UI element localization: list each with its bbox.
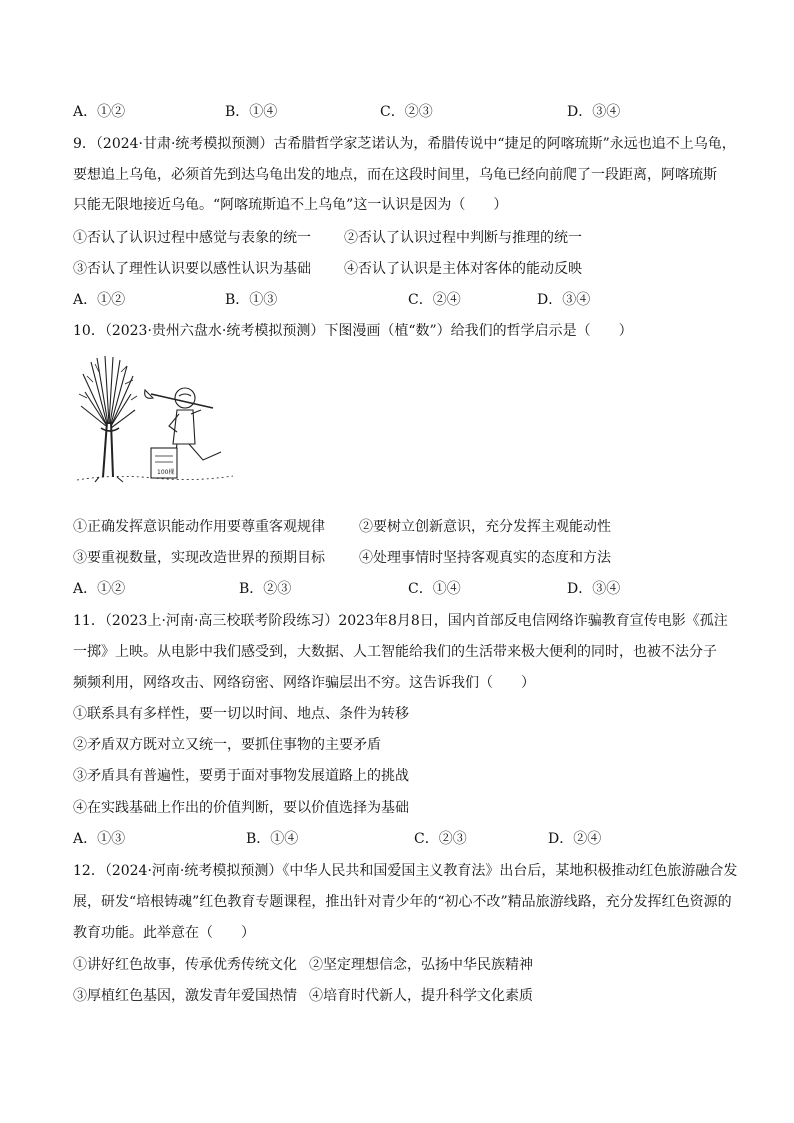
q9-statement-1: ①否认了认识过程中感觉与表象的统一 <box>73 230 311 246</box>
q9-option-b[interactable]: B．①③ <box>225 292 278 308</box>
q9-stem-line-3: 只能无限地接近乌龟。“阿喀琉斯追不上乌龟”这一认识是因为（ ） <box>73 197 508 213</box>
q10-stem-line-1: 10．（2023·贵州六盘水·统考模拟预测）下图漫画（植“数”）给我们的哲学启示是（ ） <box>73 323 633 339</box>
cartoon-illustration <box>73 352 235 494</box>
q12-statement-row-2 <box>73 987 723 1005</box>
q10-option-b[interactable]: B．②③ <box>239 581 292 597</box>
q11-stem-line-2: 一掷》上映。从电影中我们感受到，大数据、人工智能给我们的生活带来极大便利的同时，也被不法分子 <box>73 644 717 660</box>
q9-options <box>73 291 723 309</box>
q11-statement-4: ④在实践基础上作出的价值判断，要以价值选择为基础 <box>73 800 409 816</box>
q9-statement-4: ④否认了认识是主体对客体的能动反映 <box>344 261 582 277</box>
q12-stem-line-2: 展，研发“培根铸魂”红色教育专题课程，推出针对青少年的“初心不改”精品旅游线路，充分发挥红色资源的 <box>73 894 732 910</box>
q11-options <box>73 830 723 848</box>
q11-option-d[interactable]: D．②④ <box>548 831 602 847</box>
q9-statement-row-1 <box>73 229 723 247</box>
q10-statement-4: ④处理事情时坚持客观真实的态度和方法 <box>359 550 611 566</box>
q10-option-a[interactable]: A．①② <box>73 581 126 597</box>
q11-statement-1: ①联系具有多样性，要一切以时间、地点、条件为转移 <box>73 706 409 722</box>
q10-statement-3: ③要重视数量，实现改造世界的预期目标 <box>73 550 325 566</box>
q10-statement-row-2 <box>73 549 723 567</box>
q11-statement-3: ③矛盾具有普遍性，要勇于面对事物发展道路上的挑战 <box>73 768 409 784</box>
q10-statement-1: ①正确发挥意识能动作用要尊重客观规律 <box>73 519 325 535</box>
q9-option-c[interactable]: C．②④ <box>408 292 461 308</box>
q10-option-d[interactable]: D．③④ <box>567 581 621 597</box>
q12-statement-2: ②坚定理想信念，弘扬中华民族精神 <box>309 957 533 973</box>
q10-statement-row-1 <box>73 518 723 536</box>
q9-stem-line-2: 要想追上乌龟，必须首先到达乌龟出发的地点，而在这段时间里，乌龟已经向前爬了一段距离，阿喀琉斯 <box>73 167 717 183</box>
q8-option-c[interactable]: C．②③ <box>380 104 433 120</box>
q10-options <box>73 580 723 598</box>
cartoon-sign-text: 100棵 <box>157 469 175 476</box>
q9-option-d[interactable]: D．③④ <box>537 292 591 308</box>
q11-option-b[interactable]: B．①④ <box>246 831 299 847</box>
q8-options <box>73 103 723 121</box>
q12-statement-1: ①讲好红色故事，传承优秀传统文化 <box>73 957 297 973</box>
q12-statement-3: ③厚植红色基因，激发青年爱国热情 <box>73 988 297 1004</box>
q10-statement-2: ②要树立创新意识，充分发挥主观能动性 <box>359 519 611 535</box>
q10-option-c[interactable]: C．①④ <box>408 581 461 597</box>
q12-stem-line-1: 12．（2024·河南·统考模拟预测）《中华人民共和国爱国主义教育法》出台后，某地积极推动红色旅游融合发 <box>73 863 738 879</box>
q11-statement-2: ②矛盾双方既对立又统一，要抓住事物的主要矛盾 <box>73 737 381 753</box>
q12-stem-line-3: 教育功能。此举意在（ ） <box>73 925 255 941</box>
q11-option-a[interactable]: A．①③ <box>73 831 126 847</box>
q9-statement-3: ③否认了理性认识要以感性认识为基础 <box>73 261 311 277</box>
q9-statement-row-2 <box>73 260 723 278</box>
q12-statement-row-1 <box>73 956 723 974</box>
q9-option-a[interactable]: A．①② <box>73 292 126 308</box>
q11-option-c[interactable]: C．②③ <box>414 831 467 847</box>
q12-statement-4: ④培育时代新人，提升科学文化素质 <box>309 988 533 1004</box>
q9-statement-2: ②否认了认识过程中判断与推理的统一 <box>344 230 582 246</box>
q8-option-a[interactable]: A．①② <box>73 104 126 120</box>
q8-option-b[interactable]: B．①④ <box>225 104 278 120</box>
q11-stem-line-1: 11．（2023上·河南·高三校联考阶段练习）2023年8月8日，国内首部反电信网络诈骗教育宣传电影《孤注 <box>73 613 728 629</box>
q11-stem-line-3: 频频利用，网络攻击、网络窃密、网络诈骗层出不穷。这告诉我们（ ） <box>73 675 535 691</box>
q9-stem-line-1: 9．（2024·甘肃·统考模拟预测）古希腊哲学家芝诺认为，希腊传说中“捷足的阿喀琉斯”永远也追不上乌龟， <box>73 136 736 152</box>
q8-option-d[interactable]: D．③④ <box>567 104 621 120</box>
